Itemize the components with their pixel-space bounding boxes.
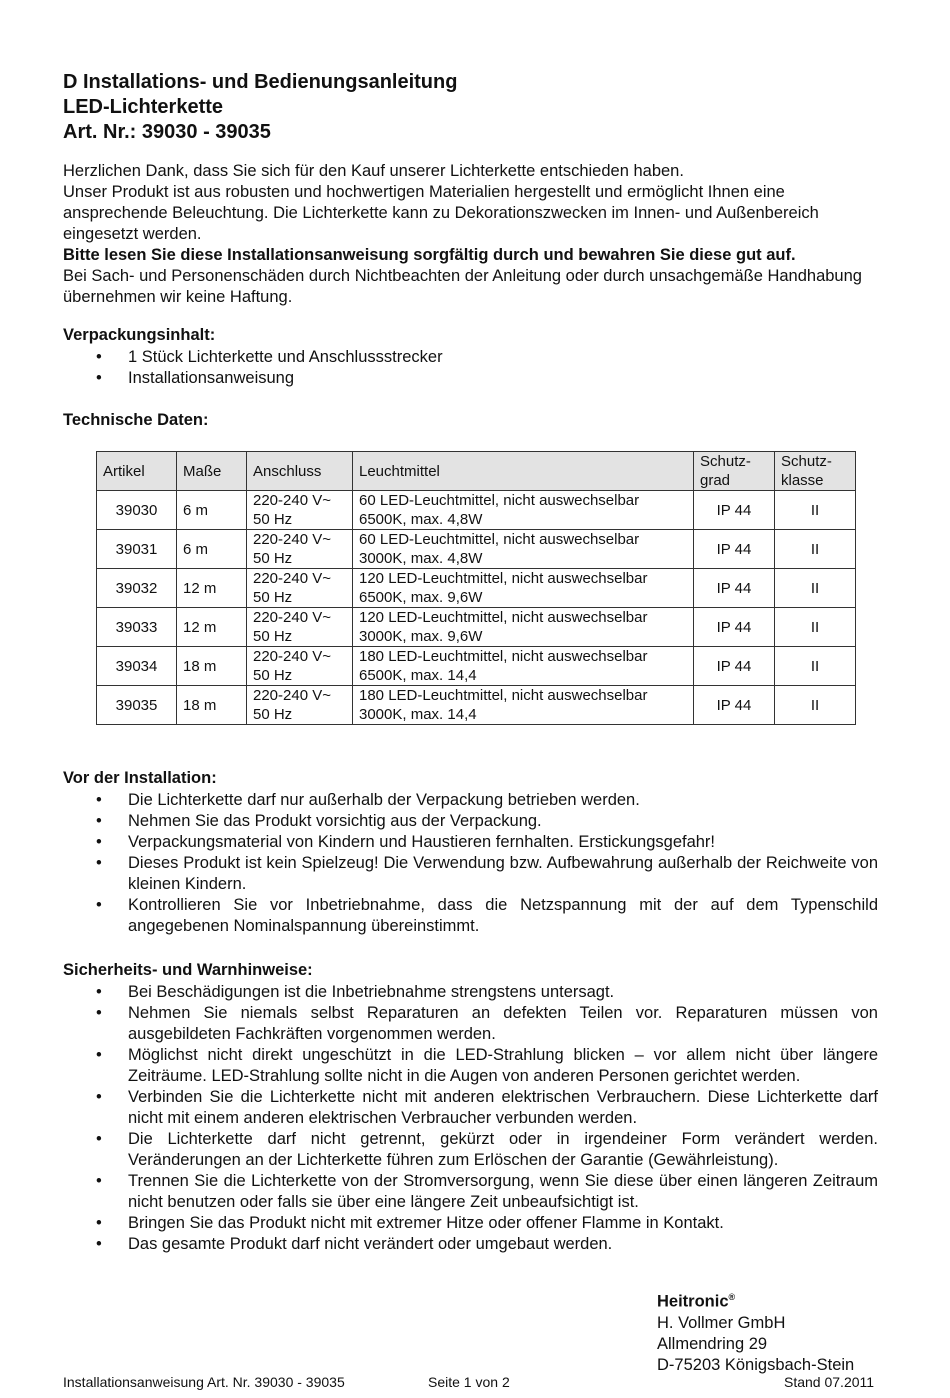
- registered-mark: ®: [728, 1292, 736, 1302]
- cell-masse: 18 m: [177, 647, 247, 686]
- cell-line: 50 Hz: [253, 511, 293, 528]
- list-item: • Bringen Sie das Produkt nicht mit extremer Hitze oder offener Flamme in Kontakt.: [63, 1213, 878, 1234]
- tech-data-table: [96, 451, 856, 725]
- intro-liability: Bei Sach- und Personenschäden durch Nichtbeachten der Anleitung oder durch unsachgemäße Handhabung übernehmen wir keine Haftung.: [63, 267, 862, 306]
- cell-line: 60 LED-Leuchtmittel, nicht auswechselbar: [359, 492, 640, 509]
- cell-anschluss: [247, 647, 353, 686]
- cell-schutzklasse: II: [775, 647, 856, 686]
- company-brand: [657, 1287, 854, 1313]
- cell-line: 6500K, max. 4,8W: [359, 511, 483, 528]
- cell-leuchtmittel: [353, 686, 694, 725]
- cell-schutzklasse: II: [775, 608, 856, 647]
- cell-line: 3000K, max. 4,8W: [359, 550, 483, 567]
- company-address: [657, 1287, 854, 1376]
- cell-artikel: 39032: [97, 569, 177, 608]
- cell-line: 220-240 V~: [253, 687, 331, 704]
- cell-artikel: 39035: [97, 686, 177, 725]
- cell-leuchtmittel: [353, 647, 694, 686]
- table-row: [97, 608, 856, 647]
- cell-line: 50 Hz: [253, 628, 293, 645]
- column-header-masse: Maße: [177, 452, 247, 491]
- cell-line: 220-240 V~: [253, 609, 331, 626]
- cell-line: 220-240 V~: [253, 492, 331, 509]
- cell-schutzgrad: IP 44: [694, 647, 775, 686]
- table-row: [97, 569, 856, 608]
- intro-thanks: Herzlichen Dank, dass Sie sich für den Kauf unserer Lichterkette entschieden haben.: [63, 162, 684, 180]
- intro-read-notice: Bitte lesen Sie diese Installationsanweisung sorgfältig durch und bewahren Sie diese gut auf.: [63, 246, 796, 264]
- column-header-anschluss: Anschluss: [247, 452, 353, 491]
- cell-masse: 6 m: [177, 491, 247, 530]
- cell-schutzklasse: II: [775, 686, 856, 725]
- company-city: D-75203 Königsbach-Stein: [657, 1355, 855, 1374]
- header-text: Schutz-: [700, 453, 751, 470]
- cell-line: 6500K, max. 14,4: [359, 667, 477, 684]
- document-title: [63, 70, 457, 145]
- safety-heading: Sicherheits- und Warnhinweise:: [63, 961, 313, 979]
- cell-artikel: 39034: [97, 647, 177, 686]
- cell-anschluss: [247, 608, 353, 647]
- cell-schutzgrad: IP 44: [694, 491, 775, 530]
- cell-anschluss: [247, 569, 353, 608]
- cell-line: 50 Hz: [253, 667, 293, 684]
- cell-masse: 12 m: [177, 569, 247, 608]
- list-item: • Nehmen Sie das Produkt vorsichtig aus der Verpackung.: [63, 811, 878, 832]
- intro-product: Unser Produkt ist aus robusten und hochwertigen Materialien hergestellt und ermöglicht Ihnen eine ansprechende Beleuchtung. Die Lichterkette kann zu Dekorationszwecken im Innen- und Außenbereich eingesetzt werden.: [63, 183, 819, 243]
- table-row: [97, 530, 856, 569]
- list-item: • Bei Beschädigungen ist die Inbetriebnahme strengstens untersagt.: [63, 982, 878, 1003]
- cell-anschluss: [247, 530, 353, 569]
- safety-list: [63, 982, 878, 1255]
- footer-doc-ref: Installationsanweisung Art. Nr. 39030 - 39035: [63, 1374, 345, 1390]
- header-text: klasse: [781, 472, 824, 489]
- cell-anschluss: [247, 686, 353, 725]
- header-text: Schutz-: [781, 453, 832, 470]
- list-item: • Verpackungsmaterial von Kindern und Haustieren fernhalten. Erstickungsgefahr!: [63, 832, 878, 853]
- cell-schutzgrad: IP 44: [694, 608, 775, 647]
- cell-masse: 18 m: [177, 686, 247, 725]
- cell-masse: 12 m: [177, 608, 247, 647]
- list-item: • Installationsanweisung: [63, 368, 878, 389]
- list-item: • Nehmen Sie niemals selbst Reparaturen an defekten Teilen vor. Reparaturen müssen von ausgebildeten Fachkräften vorgenommen werden.: [63, 1003, 878, 1045]
- table-row: [97, 686, 856, 725]
- list-item: • Kontrollieren Sie vor Inbetriebnahme, dass die Netzspannung mit der auf dem Typenschild angegebenen Nominalspannung übereinstimmt.: [63, 895, 878, 937]
- cell-line: 50 Hz: [253, 706, 293, 723]
- column-header-artikel: Artikel: [97, 452, 177, 491]
- list-item: • Dieses Produkt ist kein Spielzeug! Die Verwendung bzw. Aufbewahrung außerhalb der Reichweite von kleinen Kindern.: [63, 853, 878, 895]
- cell-artikel: 39030: [97, 491, 177, 530]
- cell-line: 6500K, max. 9,6W: [359, 589, 483, 606]
- cell-artikel: 39031: [97, 530, 177, 569]
- cell-line: 180 LED-Leuchtmittel, nicht auswechselbar: [359, 648, 648, 665]
- package-heading: Verpackungsinhalt:: [63, 326, 216, 344]
- cell-line: 180 LED-Leuchtmittel, nicht auswechselbar: [359, 687, 648, 704]
- list-item: • Die Lichterkette darf nur außerhalb der Verpackung betrieben werden.: [63, 790, 878, 811]
- company-name: H. Vollmer GmbH: [657, 1313, 786, 1332]
- cell-anschluss: [247, 491, 353, 530]
- cell-schutzgrad: IP 44: [694, 569, 775, 608]
- company-street: Allmendring 29: [657, 1334, 768, 1353]
- before-install-list: [63, 790, 878, 937]
- column-header-schutzklasse: [775, 452, 856, 491]
- column-header-leuchtmittel: Leuchtmittel: [353, 452, 694, 491]
- cell-schutzgrad: IP 44: [694, 686, 775, 725]
- tech-heading: Technische Daten:: [63, 411, 209, 429]
- title-line-2: LED-Lichterkette: [63, 96, 224, 118]
- intro-section: [63, 161, 878, 308]
- package-list: [63, 347, 878, 389]
- header-text: grad: [700, 472, 731, 489]
- cell-masse: 6 m: [177, 530, 247, 569]
- cell-line: 120 LED-Leuchtmittel, nicht auswechselbar: [359, 570, 648, 587]
- footer-page-number: Seite 1 von 2: [428, 1374, 510, 1390]
- list-item: • Die Lichterkette darf nicht getrennt, gekürzt oder in irgendeiner Form verändert werden. Veränderungen an der Lichterkette führen zum Erlöschen der Garantie (Gewährleistung).: [63, 1129, 878, 1171]
- list-item: • Verbinden Sie die Lichterkette nicht mit anderen elektrischen Verbrauchern. Diese Lichterkette darf nicht mit einem anderen elektrischen Verbraucher verbunden werden.: [63, 1087, 878, 1129]
- cell-line: 50 Hz: [253, 589, 293, 606]
- cell-line: 220-240 V~: [253, 531, 331, 548]
- table-row: [97, 647, 856, 686]
- brand-name: Heitronic: [657, 1292, 729, 1311]
- before-install-heading: Vor der Installation:: [63, 769, 217, 787]
- list-item: • Das gesamte Produkt darf nicht verändert oder umgebaut werden.: [63, 1234, 878, 1255]
- cell-line: 220-240 V~: [253, 648, 331, 665]
- list-item: • Möglichst nicht direkt ungeschützt in die LED-Strahlung blicken – vor allem nicht über längere Zeiträume. LED-Strahlung sollte nicht in die Augen von anderen Personen gerichtet werden.: [63, 1045, 878, 1087]
- cell-line: 220-240 V~: [253, 570, 331, 587]
- cell-leuchtmittel: [353, 491, 694, 530]
- cell-line: 50 Hz: [253, 550, 293, 567]
- cell-schutzklasse: II: [775, 569, 856, 608]
- cell-schutzgrad: IP 44: [694, 530, 775, 569]
- footer-date: Stand 07.2011: [784, 1374, 875, 1390]
- cell-leuchtmittel: [353, 569, 694, 608]
- title-line-1: D Installations- und Bedienungsanleitung: [63, 71, 458, 93]
- cell-artikel: 39033: [97, 608, 177, 647]
- title-line-3: Art. Nr.: 39030 - 39035: [63, 121, 271, 143]
- cell-line: 3000K, max. 9,6W: [359, 628, 483, 645]
- cell-schutzklasse: II: [775, 530, 856, 569]
- cell-leuchtmittel: [353, 530, 694, 569]
- list-item: • Trennen Sie die Lichterkette von der Stromversorgung, wenn Sie diese über einen längeren Zeitraum nicht benutzen oder falls sie über eine längere Zeit unbeaufsichtigt ist.: [63, 1171, 878, 1213]
- cell-line: 60 LED-Leuchtmittel, nicht auswechselbar: [359, 531, 640, 548]
- cell-line: 120 LED-Leuchtmittel, nicht auswechselbar: [359, 609, 648, 626]
- cell-schutzklasse: II: [775, 491, 856, 530]
- table-header-row: [97, 452, 856, 491]
- cell-leuchtmittel: [353, 608, 694, 647]
- list-item: • 1 Stück Lichterkette und Anschlussstrecker: [63, 347, 878, 368]
- column-header-schutzgrad: [694, 452, 775, 491]
- cell-line: 3000K, max. 14,4: [359, 706, 477, 723]
- table-row: [97, 491, 856, 530]
